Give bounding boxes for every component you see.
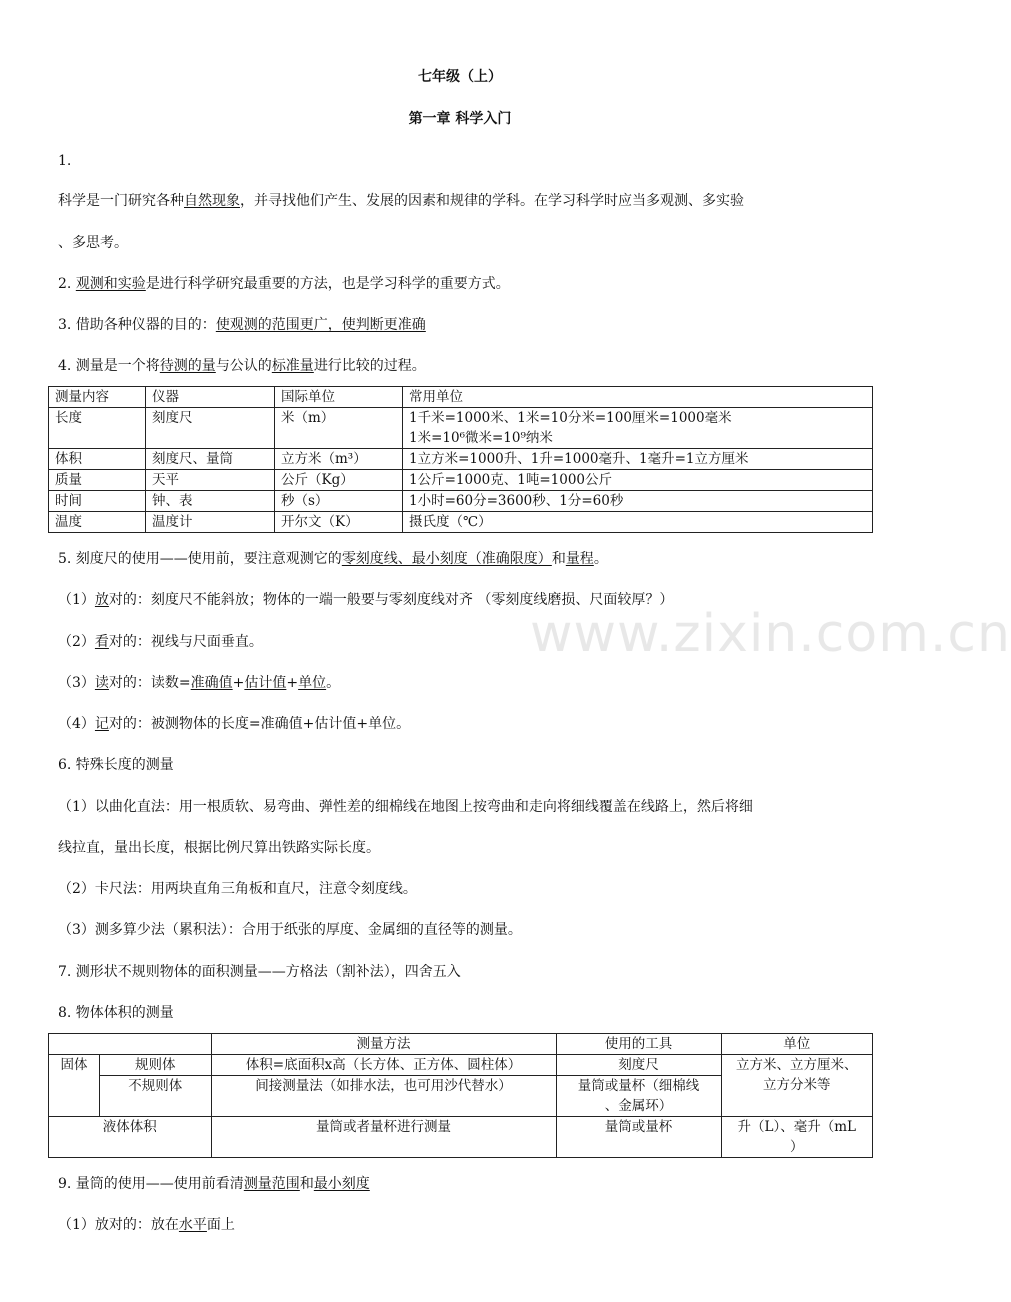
table-cell: 长度 — [49, 408, 146, 449]
paragraph-5: 5. 刻度尺的使用——使用前，要注意观测它的零刻度线、最小刻度（准确限度）和量程。 — [58, 551, 608, 567]
table-row — [49, 408, 873, 449]
underlined-term: 记 — [94, 716, 109, 732]
underlined-term: 标准量 — [271, 358, 314, 374]
table-cell: 不规则体 — [100, 1076, 212, 1117]
table-cell: 1小时=60分=3600秒、1分=60秒 — [403, 491, 873, 512]
paragraph-3: 3. 借助各种仪器的目的：使观测的范围更广，使判断更准确 — [58, 317, 426, 333]
table-cell: 量筒或量杯 — [556, 1117, 721, 1158]
paragraph-1-number: 1. — [58, 153, 72, 169]
table-cell: 体积 — [49, 449, 146, 470]
table-header-cell: 测量方法 — [211, 1034, 556, 1055]
table-cell: 1立方米=1000升、1升=1000毫升、1毫升=1立方厘米 — [403, 449, 873, 470]
table-row — [49, 1117, 873, 1158]
underlined-term: 最小刻度 — [313, 1176, 370, 1192]
underlined-term: 使观测的范围更广，使判断更准确 — [215, 317, 426, 333]
underlined-term: 零刻度线、最小刻度（准确限度） — [341, 551, 552, 567]
underlined-term: 单位 — [298, 675, 327, 691]
paragraph-6-3: （3）测多算少法（累积法）：合用于纸张的厚度、金属细的直径等的测量。 — [58, 922, 522, 938]
table-cell: 时间 — [49, 491, 146, 512]
table-cell: 立方米（m³） — [275, 449, 403, 470]
paragraph-8: 8. 物体体积的测量 — [58, 1005, 174, 1021]
table-row — [49, 1055, 873, 1076]
watermark: www.zixin.com.cn — [530, 604, 1011, 664]
table-cell: 体积=底面积x高（长方体、正方体、圆柱体） — [211, 1055, 556, 1076]
underlined-term: 自然现象 — [184, 193, 240, 209]
paragraph-4: 4. 测量是一个将待测的量与公认的标准量进行比较的过程。 — [58, 358, 426, 374]
paragraph-5-2: （2）看对的：视线与尺面垂直。 — [58, 634, 263, 650]
paragraph-6-1-cont: 线拉直，量出长度，根据比例尺算出铁路实际长度。 — [58, 840, 380, 856]
table-cell: 间接测量法（如排水法，也可用沙代替水） — [211, 1076, 556, 1117]
table-header-cell: 仪器 — [146, 387, 275, 408]
underlined-term: 放 — [94, 592, 109, 608]
paragraph-6-1: （1）以曲化直法：用一根质软、易弯曲、弹性差的细棉线在地图上按弯曲和走向将细线覆盖在线路上，然后将细 — [58, 799, 753, 815]
paragraph-5-1: （1）放对的：刻度尺不能斜放；物体的一端一般要与零刻度线对齐 （零刻度线磨损、尺面较厚？） — [58, 592, 674, 608]
table-header-cell: 单位 — [721, 1034, 873, 1055]
paragraph-2: 2. 观测和实验是进行科学研究最重要的方法，也是学习科学的重要方式。 — [58, 276, 510, 292]
table-cell: 规则体 — [100, 1055, 212, 1076]
table-cell: 量筒或者量杯进行测量 — [211, 1117, 556, 1158]
paragraph-9-1: （1）放对的：放在水平面上 — [58, 1217, 235, 1233]
table-cell: 液体体积 — [49, 1117, 212, 1158]
table-cell: 秒（s） — [275, 491, 403, 512]
underlined-term: 准确值 — [190, 675, 233, 691]
table-cell: 公斤（Kg） — [275, 470, 403, 491]
paragraph-6-2: （2）卡尺法：用两块直角三角板和直尺，注意令刻度线。 — [58, 881, 417, 897]
table-cell: 1千米=1000米、1米=10分米=100厘米=1000毫米 1米=10⁶微米=10⁹纳米 — [403, 408, 873, 449]
table-header-cell: 使用的工具 — [556, 1034, 721, 1055]
table-cell: 刻度尺、量筒 — [146, 449, 275, 470]
table-cell: 温度 — [49, 512, 146, 533]
underlined-term: 量程 — [565, 551, 594, 567]
table-cell: 钟、表 — [146, 491, 275, 512]
chapter-title: 第一章 科学入门 — [408, 111, 512, 127]
paragraph-9: 9. 量筒的使用——使用前看清测量范围和最小刻度 — [58, 1176, 370, 1192]
table-cell: 米（m） — [275, 408, 403, 449]
table-cell: 升（L）、毫升（mL ） — [721, 1117, 873, 1158]
table-header-cell: 国际单位 — [275, 387, 403, 408]
underlined-term: 读 — [94, 675, 109, 691]
underlined-term: 待测的量 — [159, 358, 216, 374]
paragraph-5-3: （3）读对的：读数=准确值+估计值+单位。 — [58, 675, 341, 691]
table-row — [49, 491, 873, 512]
paragraph-1: 科学是一门研究各种自然现象，并寻找他们产生、发展的因素和规律的学科。在学习科学时应当多观测、多实验 — [58, 193, 744, 209]
table-cell: 质量 — [49, 470, 146, 491]
underlined-term: 测量范围 — [243, 1176, 300, 1192]
paragraph-5-4: （4）记对的：被测物体的长度=准确值+估计值+单位。 — [58, 716, 411, 732]
table-cell: 刻度尺 — [556, 1055, 721, 1076]
table-cell: 量筒或量杯（细棉线 、金属环） — [556, 1076, 721, 1117]
table-header-cell — [49, 1034, 212, 1055]
underlined-term: 看 — [94, 634, 109, 650]
measurement-units-table — [48, 386, 873, 533]
table-header-row — [49, 1034, 873, 1055]
underlined-term: 估计值 — [244, 675, 287, 691]
table-cell: 刻度尺 — [146, 408, 275, 449]
paragraph-6: 6. 特殊长度的测量 — [58, 757, 174, 773]
table-header-cell: 常用单位 — [403, 387, 873, 408]
table-header-row — [49, 387, 873, 408]
table-cell: 温度计 — [146, 512, 275, 533]
underlined-term: 观测和实验 — [75, 276, 146, 292]
document-title: 七年级（上） — [418, 69, 502, 85]
table-cell: 立方米、立方厘米、 立方分米等 — [721, 1055, 873, 1117]
table-row — [49, 449, 873, 470]
table-cell: 摄氏度（℃） — [403, 512, 873, 533]
table-cell: 1公斤=1000克、1吨=1000公斤 — [403, 470, 873, 491]
paragraph-1-cont: 、多思考。 — [58, 235, 128, 251]
paragraph-7: 7. 测形状不规则物体的面积测量——方格法（割补法），四舍五入 — [58, 964, 461, 980]
table-cell: 固体 — [49, 1055, 100, 1117]
table-header-cell: 测量内容 — [49, 387, 146, 408]
table-cell: 开尔文（K） — [275, 512, 403, 533]
table-row — [49, 512, 873, 533]
table-row — [49, 470, 873, 491]
table-cell: 天平 — [146, 470, 275, 491]
underlined-term: 水平 — [178, 1217, 207, 1233]
volume-measurement-table — [48, 1033, 873, 1158]
